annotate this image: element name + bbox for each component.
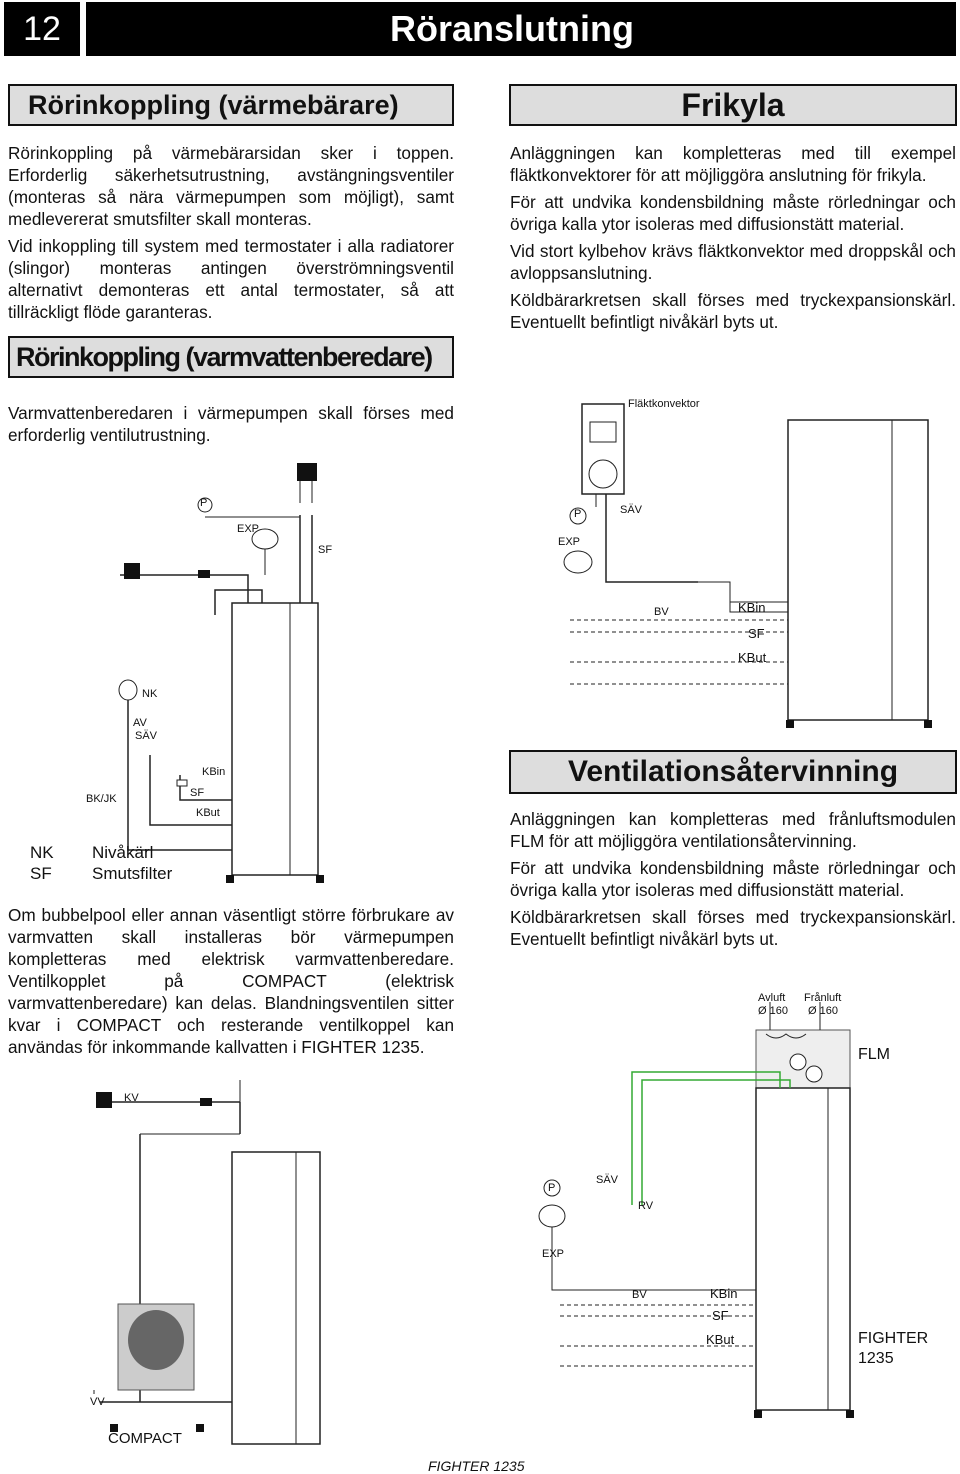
label-sav: SÄV [135, 730, 158, 742]
label-compact: COMPACT [108, 1430, 182, 1447]
heading-rorinkoppling-varmvatten: Rörinkoppling (varmvattenberedare) [8, 336, 454, 378]
left-para-2: Vid inkoppling till system med termostater i alla radiatorer (slingor) monteras antingen överströmningsventil alternativt demonteras ett antal termostater, så att tillräckligt flöde garanteras. [8, 236, 454, 322]
label-exp: EXP [558, 536, 581, 548]
label-flaktkonvektor: Fläktkonvektor [628, 398, 700, 410]
right-para-6: För att undvika kondensbildning måste rörledningar och övriga kalla ytor isoleras med diffusionstätt material. [510, 858, 956, 900]
right-text-block-2 [510, 808, 956, 955]
footer-product-name: FIGHTER 1235 [428, 1458, 525, 1474]
label-sf: SF [712, 1308, 729, 1323]
left-para-1: Rörinkoppling på värmebärarsidan sker i toppen. Erforderlig säkerhetsutrustning, avstängningsventiler (monteras så nära värmepumpen som möjligt), samt medlevererat smutsfilter skall monteras. [8, 143, 454, 229]
right-para-2: För att undvika kondensbildning måste rörledningar och övriga kalla ytor isoleras med diffusionstätt material. [510, 192, 956, 234]
heading-rorinkoppling-varmebarare: Rörinkoppling (värmebärare) [8, 84, 454, 126]
label-fighter: FIGHTER [858, 1330, 929, 1347]
legend [30, 842, 172, 884]
left-para-3: Varmvattenberedaren i värmepumpen skall förses med erforderlig ventilutrustning. [8, 403, 454, 445]
legend-row-nk: NK Nivåkärl [30, 843, 154, 862]
label-kbin: KBin [202, 766, 226, 778]
label-nk: NK [142, 688, 158, 700]
right-para-3: Vid stort kylbehov krävs fläktkonvektor med droppskål och avloppsanslutning. [510, 241, 956, 283]
label-rv: RV [638, 1200, 654, 1212]
diagram-compact [0, 1072, 480, 1462]
label-kv: KV [124, 1092, 139, 1104]
label-exp: EXP [542, 1248, 565, 1260]
label-kbut: KBut [196, 807, 220, 819]
label-kbin: KBin [710, 1286, 738, 1301]
right-para-5: Anläggningen kan kompletteras med frånluftsmodulen FLM för att möjliggöra ventilationsåtervinning. [510, 809, 956, 851]
left-text-block-1 [8, 142, 454, 328]
diagram-heating-connection [0, 455, 480, 895]
label-franluft-diameter: Ø 160 [808, 1005, 838, 1017]
label-sf-2: SF [190, 787, 205, 799]
page-number: 12 [4, 2, 80, 56]
label-avluft: Avluft [758, 992, 786, 1004]
label-sf: SF [748, 626, 765, 641]
diagram-frikyla-svg [530, 392, 960, 752]
label-p: P [548, 1182, 556, 1194]
label-bkjk: BK/JK [86, 793, 117, 805]
label-bv: BV [632, 1289, 647, 1301]
label-kbut: KBut [738, 650, 767, 665]
label-flm: FLM [858, 1046, 890, 1063]
legend-row-sf: SF Smutsfilter [30, 864, 173, 883]
label-vv: VV [90, 1396, 105, 1408]
heading-frikyla: Frikyla [509, 84, 957, 126]
diagram-heating-svg [0, 455, 480, 895]
label-exp: EXP [237, 523, 260, 535]
right-para-1: Anläggningen kan kompletteras med till exempel fläktkonvektorer för att möjliggöra anslutning för frikyla. [510, 143, 956, 185]
right-para-7: Köldbärarkretsen skall förses med tryckexpansionskärl. Eventuellt befintligt nivåkärl byts ut. [510, 907, 956, 949]
label-p: P [200, 497, 208, 509]
diagram-compact-svg [0, 1072, 480, 1462]
label-av: AV [133, 717, 147, 729]
left-para-4: Om bubbelpool eller annan väsentligt större förbrukare av varmvatten skall installeras bör värmepumpen kompletteras med elektrisk varmvattenberedare. Ventilkopplet på COMPACT (elektrisk varmvattenberedare) kan delas. Blandningsventilen sitter kvar i COMPACT och resterande ventilkoppel kan användas för inkommande kallvatten i FIGHTER 1235. [8, 905, 454, 1057]
label-fighter-model: 1235 [858, 1350, 894, 1367]
label-bv: BV [654, 606, 669, 618]
right-para-4: Köldbärarkretsen skall förses med tryckexpansionskärl. Eventuellt befintligt nivåkärl byts ut. [510, 290, 956, 332]
label-franluft: Frånluft [804, 992, 842, 1004]
diagram-frikyla [530, 392, 960, 752]
right-text-block-1 [510, 142, 956, 338]
page-title: Röranslutning [86, 2, 956, 56]
label-kbin: KBin [738, 600, 766, 615]
diagram-flm-svg [520, 990, 960, 1450]
heading-ventilationsatervinning: Ventilationsåtervinning [509, 750, 957, 794]
label-sav: SÄV [596, 1174, 619, 1186]
label-sav: SÄV [620, 504, 643, 516]
label-p: P [574, 508, 582, 520]
label-avluft-diameter: Ø 160 [758, 1005, 788, 1017]
diagram-flm [520, 990, 960, 1450]
label-sf: SF [318, 544, 333, 556]
label-kbut: KBut [706, 1332, 735, 1347]
